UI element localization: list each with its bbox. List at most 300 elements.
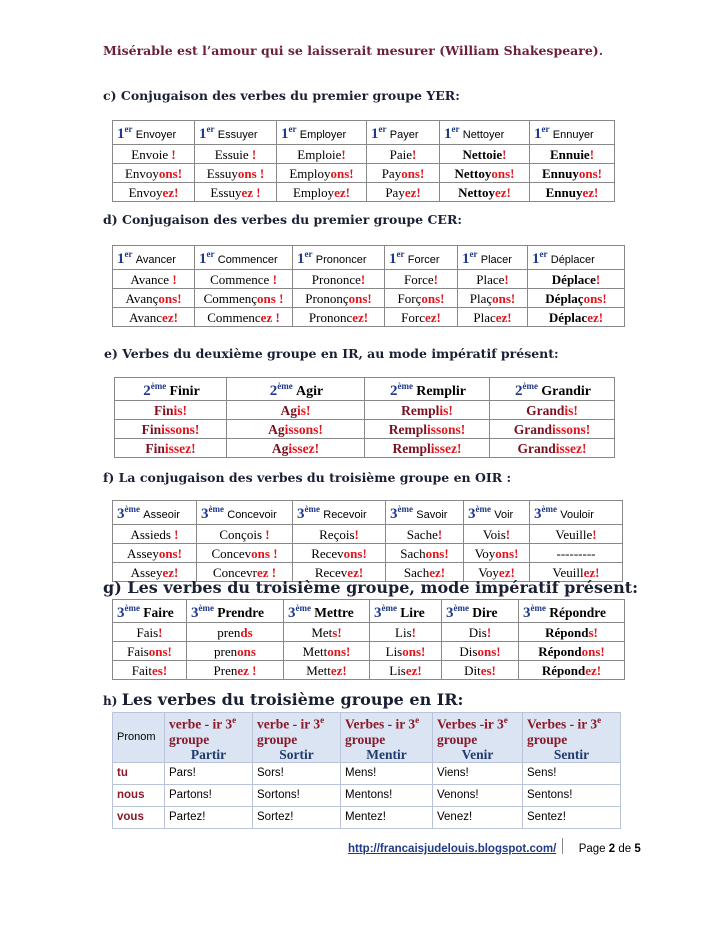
conjugation-cell	[195, 289, 293, 308]
of-label: de	[618, 843, 632, 855]
conjugation-row	[115, 420, 615, 439]
conjugation-cell	[385, 308, 458, 327]
conjugation-cell	[197, 525, 293, 544]
verb-ending: !	[433, 271, 438, 287]
group-number: 1	[389, 251, 397, 267]
verb-stem: Ennuy	[545, 184, 583, 200]
verb-ending: !	[504, 271, 509, 287]
verb-ending: ez!	[582, 184, 599, 200]
header-ordinal: e	[232, 715, 237, 725]
verb-infinitive: Sortir	[279, 746, 314, 762]
group-number: 3	[446, 605, 454, 621]
verb-stem: Assey	[130, 564, 163, 580]
verb-ending: es!	[152, 662, 168, 678]
verb-stem: Essuy	[210, 184, 242, 200]
page-number: 2	[608, 843, 616, 855]
verb-infinitive: Lire	[400, 605, 425, 620]
verb-infinitive: Nettoyer	[462, 129, 505, 141]
verb-ending: es!	[480, 662, 496, 678]
header-cell	[523, 713, 621, 763]
verb-stem: Ag	[271, 440, 289, 456]
group-ordinal: er	[469, 249, 478, 259]
group-number: 1	[117, 251, 125, 267]
pronom-header	[113, 713, 165, 763]
verb-ending: ons!	[495, 545, 519, 561]
verb-ending: s!	[332, 624, 342, 640]
conjugation-cell	[113, 270, 195, 289]
verb-ending: ez!	[424, 309, 441, 325]
conjugation-cell	[195, 308, 293, 327]
verb-infinitive: Déplacer	[550, 254, 595, 266]
conjugation-cell	[365, 401, 490, 420]
group-ordinal: ème	[124, 603, 140, 613]
header-cell	[528, 246, 625, 270]
verb-ending: ons!	[421, 290, 445, 306]
verb-ending: ons!	[581, 643, 605, 659]
header-ordinal: e	[415, 715, 420, 725]
header-cell	[195, 246, 293, 270]
verb-stem: Répond	[541, 662, 586, 678]
conjugation-cell	[227, 401, 365, 420]
conjugation-cell	[458, 308, 528, 327]
header-cell	[115, 378, 227, 401]
header-cell	[113, 600, 187, 623]
verb-stem: Sach	[403, 564, 430, 580]
conjugation-cell	[187, 661, 284, 680]
verb-ending: ons!	[491, 165, 515, 181]
header-line2: groupe	[169, 731, 210, 747]
verb-ending: !	[486, 624, 492, 640]
header-cell	[464, 501, 530, 525]
verb-ending: ons!	[158, 165, 183, 181]
conjugation-cell: Mentons!	[341, 784, 433, 806]
conjugation-cell	[187, 642, 284, 661]
conjugation-cell: Sentez!	[523, 806, 621, 828]
header-cell	[195, 121, 277, 145]
verb-ending: ons!	[492, 290, 516, 306]
conjugation-cell	[113, 145, 195, 164]
verb-infinitive: Sentir	[553, 746, 590, 762]
verb-ending: ons!	[402, 643, 426, 659]
verb-infinitive: Forcer	[407, 254, 440, 266]
group-number: 1	[117, 126, 125, 142]
conjugation-row	[113, 289, 625, 308]
group-ordinal: ème	[381, 603, 397, 613]
conjugation-cell	[442, 642, 519, 661]
header-cell	[365, 378, 490, 401]
verb-ending: issons!	[161, 421, 200, 437]
verb-stem: Nettoy	[454, 165, 492, 181]
verb-stem: Commence	[210, 271, 270, 287]
verb-ending: ons!	[401, 165, 425, 181]
verb-infinitive: Voir	[494, 509, 514, 521]
verb-ending: issez!	[555, 440, 587, 456]
conjugation-cell	[442, 661, 519, 680]
conjugation-cell	[458, 289, 528, 308]
verb-infinitive: Finir	[169, 384, 200, 399]
verb-ending: !	[168, 146, 176, 162]
group-number: 3	[191, 605, 199, 621]
verb-stem: Prononc	[308, 309, 353, 325]
conjugation-cell	[113, 544, 197, 563]
conjugation-cell: Venez!	[433, 806, 523, 828]
header-cell	[113, 121, 195, 145]
verb-ending: ez!	[162, 309, 178, 325]
verb-infinitive: Remplir	[416, 384, 466, 399]
section-h-prefix: h)	[103, 694, 118, 708]
group-number: 1	[199, 126, 207, 142]
conjugation-cell	[113, 642, 187, 661]
verb-ending: !	[412, 146, 417, 162]
group-number: 1	[444, 126, 452, 142]
group-number: 1	[462, 251, 470, 267]
section-c-title: c) Conjugaison des verbes du premier groupe YER:	[103, 88, 460, 103]
conjugation-cell	[370, 642, 442, 661]
verb-ending: ez!	[587, 309, 604, 325]
verb-stem: Lis	[385, 643, 403, 659]
verb-ending: ez!	[347, 564, 364, 580]
conjugation-row	[113, 642, 625, 661]
verb-ending: ons!	[477, 643, 501, 659]
header-cell	[458, 246, 528, 270]
verb-stem: Prononç	[305, 290, 349, 306]
group-ordinal: er	[206, 124, 215, 134]
verb-infinitive: Asseoir	[143, 509, 180, 521]
header-cell	[293, 501, 386, 525]
conjugation-cell	[115, 439, 227, 458]
group-number: 3	[523, 605, 531, 621]
header-line1: verbe - ir 3	[257, 716, 321, 732]
blog-link[interactable]: http://francaisjudelouis.blogspot.com/	[348, 843, 557, 855]
verb-infinitive: Ennuyer	[552, 129, 594, 141]
group-number: 3	[117, 506, 125, 522]
footer-divider	[562, 838, 563, 854]
verb-ending: !	[158, 624, 163, 640]
conjugation-cell	[195, 164, 277, 183]
verb-stem: Recev	[311, 545, 344, 561]
verb-stem: Conçois	[219, 526, 263, 542]
verb-stem: Paie	[389, 146, 413, 162]
group-ordinal: ème	[530, 603, 546, 613]
verb-ending: is!	[564, 402, 578, 418]
verb-ending: !	[505, 526, 511, 542]
verb-infinitive: Prendre	[217, 605, 264, 620]
conjugation-cell	[367, 145, 440, 164]
group-number: 3	[201, 506, 209, 522]
verb-stem: Rempl	[388, 421, 427, 437]
conjugation-cell	[284, 642, 370, 661]
header-row	[113, 246, 625, 270]
verb-stem: Fin	[145, 440, 165, 456]
header-row	[113, 121, 615, 145]
verb-ending: !	[341, 146, 346, 162]
verb-stem: Assieds	[130, 526, 171, 542]
footer	[348, 843, 641, 855]
header-cell	[442, 600, 519, 623]
verb-ending: issez!	[430, 440, 462, 456]
verb-stem: Dis	[468, 624, 487, 640]
conjugation-cell	[442, 623, 519, 642]
verb-stem: Commenc	[207, 309, 261, 325]
conjugation-cell: Sens!	[523, 762, 621, 784]
verb-ending: ons!	[343, 545, 367, 561]
verb-stem: Commenç	[203, 290, 258, 306]
verb-stem: Essuy	[206, 165, 238, 181]
verb-infinitive: Placer	[480, 254, 512, 266]
conjugation-row	[113, 784, 621, 806]
header-row	[113, 501, 623, 525]
verb-stem: Lis	[389, 662, 406, 678]
verb-ending: ds	[240, 624, 253, 640]
verb-ending: ons!	[330, 165, 354, 181]
verb-ending: !	[360, 271, 366, 287]
conjugation-cell	[113, 308, 195, 327]
verb-ending: issez!	[164, 440, 196, 456]
verb-ending: ons	[237, 643, 256, 659]
header-cell	[277, 121, 367, 145]
verb-stem: Employ	[292, 184, 335, 200]
conjugation-cell	[528, 289, 625, 308]
verb-ending: ons !	[237, 165, 265, 181]
header-cell	[113, 246, 195, 270]
conjugation-row	[113, 762, 621, 784]
verb-stem: Pay	[381, 165, 402, 181]
verb-stem: Employ	[289, 165, 331, 181]
conjugation-row	[113, 183, 615, 202]
conjugation-row	[115, 439, 615, 458]
verb-ending: ez !	[241, 184, 261, 200]
pronoun-cell: tu	[113, 762, 165, 784]
verb-ending: !	[269, 271, 277, 287]
conjugation-cell	[293, 289, 385, 308]
header-ordinal: e	[320, 715, 325, 725]
verb-stem: Fais	[127, 643, 149, 659]
verb-ending: ez !	[237, 662, 257, 678]
verb-stem: ---------	[556, 545, 596, 561]
conjugation-cell: Partez!	[165, 806, 253, 828]
conjugation-row	[113, 623, 625, 642]
verb-stem: pren	[217, 624, 241, 640]
conjugation-cell	[519, 661, 625, 680]
header-cell	[113, 501, 197, 525]
section-f-title: f) La conjugaison des verbes du troisième groupe en OIR :	[103, 470, 512, 485]
verb-stem: Dis	[459, 643, 478, 659]
verb-stem: Avanc	[129, 309, 163, 325]
verb-stem: Veuill	[552, 564, 584, 580]
verb-stem: Place	[476, 271, 505, 287]
verb-stem: Déplace	[551, 271, 596, 287]
conjugation-row	[113, 806, 621, 828]
conjugation-cell: Sortez!	[253, 806, 341, 828]
verb-stem: Vois	[482, 526, 506, 542]
verb-ending: !	[248, 146, 257, 162]
group-ordinal: ème	[522, 381, 538, 391]
verb-ending: !	[262, 526, 270, 542]
verb-stem: Envoy	[128, 184, 163, 200]
verb-stem: Assey	[127, 545, 159, 561]
header-cell	[253, 713, 341, 763]
verb-ending: ez!	[404, 184, 421, 200]
conjugation-cell	[490, 401, 615, 420]
header-cell	[433, 713, 523, 763]
verb-ending: ez!	[334, 184, 351, 200]
group-ordinal: ème	[541, 504, 557, 514]
verb-stem: Sache	[406, 526, 438, 542]
group-number: 3	[297, 506, 305, 522]
verb-ending: !	[169, 271, 177, 287]
group-number: 3	[374, 605, 382, 621]
verb-infinitive: Payer	[389, 129, 419, 141]
group-ordinal: ème	[397, 504, 413, 514]
conjugation-cell	[464, 525, 530, 544]
verb-infinitive: Répondre	[549, 605, 607, 620]
conjugation-cell	[367, 164, 440, 183]
verb-ending: ons!	[327, 643, 351, 659]
verb-stem: Rempl	[392, 440, 431, 456]
verb-ending: ez!	[498, 564, 515, 580]
verb-ending: ez!	[583, 564, 600, 580]
verb-ending: ez!	[495, 309, 512, 325]
group-ordinal: ème	[295, 603, 311, 613]
conjugation-cell	[293, 544, 386, 563]
conjugation-cell	[277, 145, 367, 164]
verb-ending: !	[411, 624, 416, 640]
verb-stem: Fin	[141, 421, 162, 437]
conjugation-row	[113, 661, 625, 680]
table-ir-3	[112, 712, 621, 829]
verb-stem: Déplac	[548, 309, 588, 325]
verb-ending: ez!	[494, 184, 511, 200]
group-number: 1	[199, 251, 207, 267]
header-cell	[367, 121, 440, 145]
verb-ending: ons!	[148, 643, 172, 659]
verb-ending: issons!	[426, 421, 466, 437]
verb-stem: Reçois	[319, 526, 355, 542]
group-ordinal: er	[451, 124, 460, 134]
group-number: 1	[371, 126, 379, 142]
verb-stem: Veuille	[555, 526, 593, 542]
conjugation-cell	[528, 270, 625, 289]
verb-infinitive: Faire	[143, 605, 174, 620]
conjugation-row	[115, 401, 615, 420]
conjugation-cell	[195, 270, 293, 289]
verb-stem: Ag	[280, 402, 297, 418]
conjugation-cell	[530, 183, 615, 202]
verb-ending: ons!	[348, 290, 372, 306]
conjugation-row	[113, 164, 615, 183]
verb-stem: Rempl	[401, 402, 440, 418]
verb-infinitive: Prononcer	[315, 254, 367, 266]
verb-stem: Fais	[136, 624, 159, 640]
verb-ending: ons!	[578, 165, 602, 181]
verb-stem: Répond	[538, 643, 582, 659]
header-line1: Verbes - ir 3	[345, 716, 416, 732]
verb-stem: Concevr	[212, 564, 257, 580]
group-ordinal: er	[124, 124, 133, 134]
group-number: 3	[534, 506, 542, 522]
conjugation-cell: Pars!	[165, 762, 253, 784]
verb-stem: Pay	[385, 184, 405, 200]
conjugation-cell	[293, 525, 386, 544]
verb-ending: ons!	[158, 290, 182, 306]
group-number: 1	[281, 126, 289, 142]
verb-infinitive: Essuyer	[217, 129, 258, 141]
header-line2: groupe	[257, 731, 298, 747]
verb-stem: Forç	[397, 290, 422, 306]
conjugation-cell: Mentez!	[341, 806, 433, 828]
conjugation-cell	[440, 164, 530, 183]
group-number: 2	[269, 383, 278, 399]
header-cell	[284, 600, 370, 623]
header-cell	[293, 246, 385, 270]
conjugation-cell	[490, 420, 615, 439]
verb-stem: Ennuie	[549, 146, 590, 162]
conjugation-cell	[367, 183, 440, 202]
verb-stem: Répond	[545, 624, 589, 640]
conjugation-row	[113, 544, 623, 563]
conjugation-cell	[113, 623, 187, 642]
verb-ending: is!	[173, 402, 187, 418]
verb-ending: !	[592, 526, 597, 542]
conjugation-cell	[195, 145, 277, 164]
header-cell	[187, 600, 284, 623]
conjugation-cell	[227, 439, 365, 458]
header-row	[113, 713, 621, 763]
group-ordinal: ème	[208, 504, 224, 514]
header-cell	[385, 246, 458, 270]
verb-infinitive: Savoir	[416, 509, 448, 521]
verb-infinitive: Envoyer	[135, 129, 177, 141]
conjugation-cell	[530, 145, 615, 164]
conjugation-cell: Venons!	[433, 784, 523, 806]
verb-infinitive: Agir	[296, 384, 324, 399]
verb-stem: Grand	[513, 421, 552, 437]
section-h-title	[103, 690, 463, 709]
verb-stem: Force	[404, 271, 434, 287]
conjugation-cell	[386, 525, 464, 544]
verb-stem: Sach	[400, 545, 426, 561]
verb-ending: ez!	[585, 662, 602, 678]
verb-infinitive: Employer	[299, 129, 347, 141]
verb-ending: issons!	[552, 421, 591, 437]
verb-ending: issons!	[284, 421, 323, 437]
group-ordinal: er	[541, 124, 550, 134]
conjugation-cell	[187, 623, 284, 642]
group-ordinal: ème	[150, 381, 167, 391]
header-line2: groupe	[345, 731, 386, 747]
conjugation-cell	[528, 308, 625, 327]
verb-stem: Essuie	[214, 146, 249, 162]
page-total: 5	[634, 843, 641, 855]
conjugation-cell	[227, 420, 365, 439]
conjugation-cell	[386, 544, 464, 563]
table-yer	[112, 120, 615, 202]
conjugation-cell	[464, 544, 530, 563]
header-line1: Verbes - ir 3	[527, 716, 598, 732]
verb-infinitive: Partir	[190, 746, 227, 762]
verb-infinitive: Avancer	[135, 254, 176, 266]
verb-ending: ez !	[260, 309, 280, 325]
conjugation-cell	[440, 145, 530, 164]
verb-infinitive: Grandir	[541, 384, 592, 399]
group-ordinal: er	[304, 249, 313, 259]
section-e-title: e) Verbes du deuxième groupe en IR, au mode impératif présent:	[104, 346, 559, 361]
verb-stem: Forc	[401, 309, 425, 325]
conjugation-cell	[115, 420, 227, 439]
group-number: 3	[390, 506, 398, 522]
conjugation-cell	[284, 661, 370, 680]
conjugation-cell	[113, 525, 197, 544]
